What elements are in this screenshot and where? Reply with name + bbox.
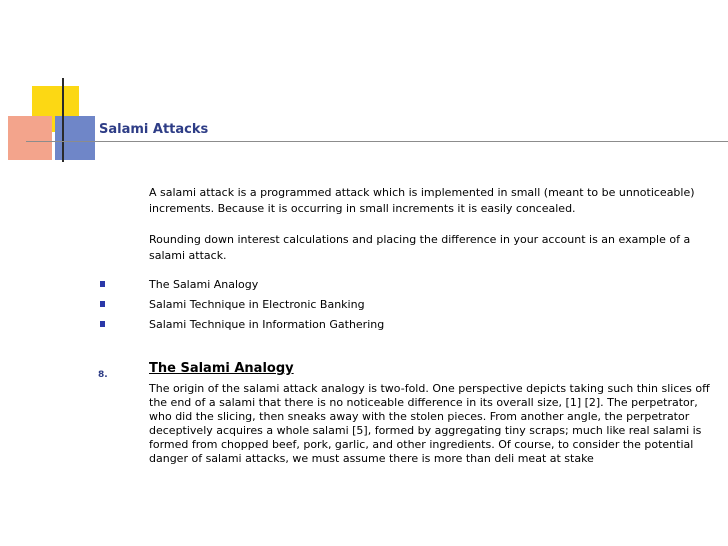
square-bullet-icon xyxy=(100,301,105,307)
list-item-label: Salami Technique in Electronic Banking xyxy=(149,298,365,311)
list-item-label: The Salami Analogy xyxy=(149,278,259,291)
square-bullet-icon xyxy=(100,321,105,327)
title-divider xyxy=(26,141,728,142)
section-heading: The Salami Analogy xyxy=(149,361,294,376)
square-bullet-icon xyxy=(100,281,105,287)
list-item-label: Salami Technique in Information Gathering xyxy=(149,318,385,331)
decor-vertical-line xyxy=(62,78,64,162)
decor-blue-square xyxy=(55,116,95,160)
slide-title: Salami Attacks xyxy=(99,122,209,137)
section-body: The origin of the salami attack analogy is two-fold. One perspective depicts taking such thin slices off the end of a salami that there is no noticeable difference in its overall size, [1] [2]. The perpetrator, who did the slicing, then sneaks away with the stolen pieces. From another angle, the perpetrator deceptively acquires a whole salami [5], formed by aggregating tiny scraps; much like real salami is formed from chopped beef, pork, garlic, and other ingredients. Of course, to consider the potential danger of salami attacks, we must assume there is more than deli meat at stake xyxy=(149,382,710,465)
intro-paragraph-2: Rounding down interest calculations and placing the difference in your account is an example of a salami attack. xyxy=(149,233,691,262)
decor-pink-square xyxy=(8,116,52,160)
intro-paragraph-1: A salami attack is a programmed attack which is implemented in small (meant to be unnoticeable) increments. Because it is occurring in small increments it is easily concealed. xyxy=(149,186,695,215)
section-number: 8. xyxy=(98,370,108,380)
